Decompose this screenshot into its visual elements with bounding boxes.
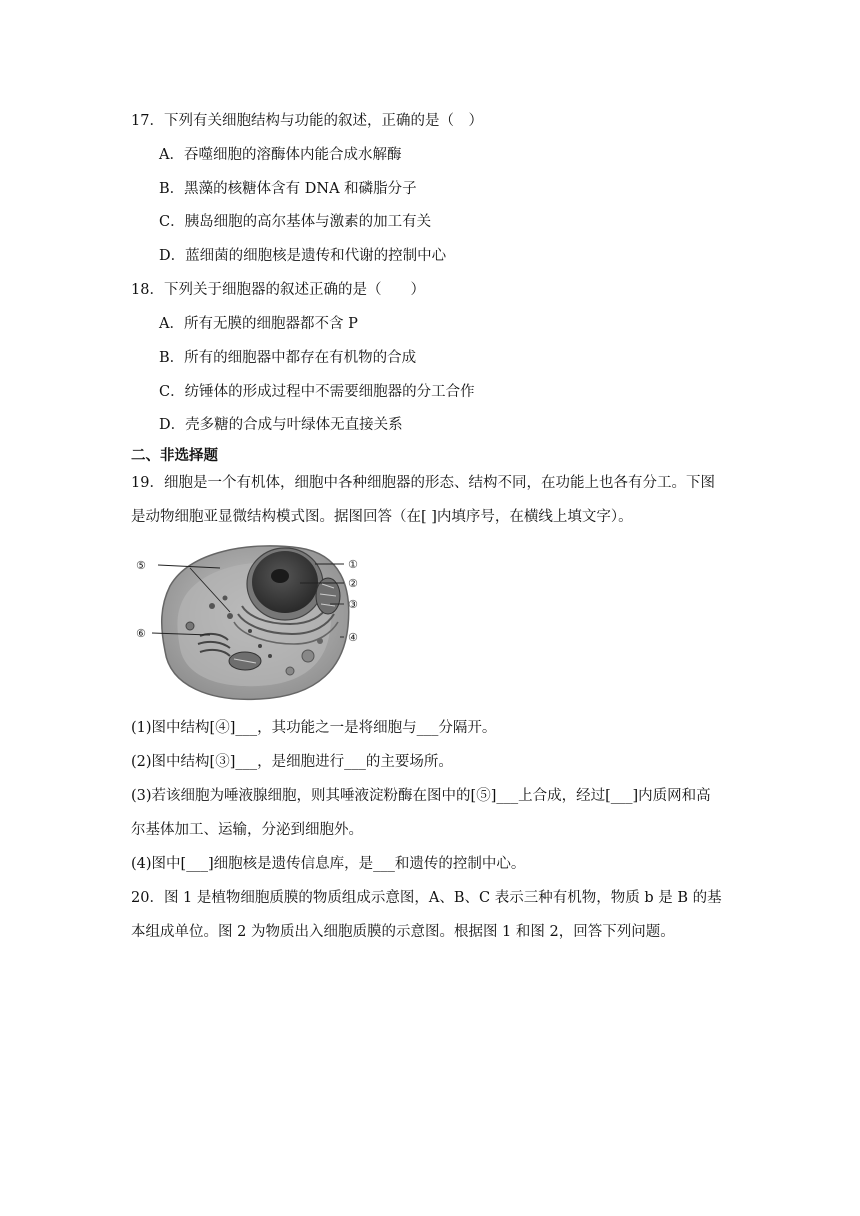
figure-label-6: ⑥ bbox=[136, 627, 146, 640]
question-17-stem: 17．下列有关细胞结构与功能的叙述，正确的是（ ） bbox=[131, 113, 483, 129]
question-20-line2: 本组成单位。图 2 为物质出入细胞质膜的示意图。根据图 1 和图 2，回答下列问题。 bbox=[131, 924, 675, 940]
q18-option-b: B．所有的细胞器中都存在有机物的合成 bbox=[159, 350, 417, 366]
q18-option-d: D．壳多糖的合成与叶绿体无直接关系 bbox=[159, 417, 403, 433]
q18-option-c: C．纺锤体的形成过程中不需要细胞器的分工合作 bbox=[159, 384, 475, 400]
q17-option-c: C．胰岛细胞的高尔基体与激素的加工有关 bbox=[159, 214, 432, 230]
q17-option-d: D．蓝细菌的细胞核是遗传和代谢的控制中心 bbox=[159, 248, 447, 264]
q17-option-a: A．吞噬细胞的溶酶体内能合成水解酶 bbox=[159, 147, 402, 163]
question-19-stem-line2: 是动物细胞亚显微结构模式图。据图回答（在[ ]内填序号，在横线上填文字）。 bbox=[131, 509, 633, 525]
figure-label-5: ⑤ bbox=[136, 559, 146, 572]
section-heading: 二、非选择题 bbox=[131, 447, 218, 464]
question-18-stem: 18．下列关于细胞器的叙述正确的是（ ） bbox=[131, 282, 425, 298]
q19-sub3-line1: (3)若该细胞为唾液腺细胞，则其唾液淀粉酶在图中的[⑤]___上合成，经过[___]内质网和高 bbox=[131, 788, 711, 804]
figure-label-4: ④ bbox=[348, 631, 358, 644]
animal-cell-diagram bbox=[130, 536, 382, 704]
q19-sub2: (2)图中结构[③]___，是细胞进行___的主要场所。 bbox=[131, 754, 453, 770]
figure-label-1: ① bbox=[348, 558, 358, 571]
q19-sub3-line2: 尔基体加工、运输，分泌到细胞外。 bbox=[131, 822, 363, 838]
figure-label-3: ③ bbox=[348, 598, 358, 611]
q17-option-b: B．黑藻的核糖体含有 DNA 和磷脂分子 bbox=[159, 181, 417, 197]
question-20-line1: 20．图 1 是植物细胞质膜的物质组成示意图，A、B、C 表示三种有机物，物质 b 是 B 的基 bbox=[131, 890, 722, 906]
q19-sub1: (1)图中结构[④]___，其功能之一是将细胞与___分隔开。 bbox=[131, 720, 497, 736]
q19-sub4: (4)图中[___]细胞核是遗传信息库，是___和遗传的控制中心。 bbox=[131, 856, 526, 872]
question-19-stem-line1: 19．细胞是一个有机体，细胞中各种细胞器的形态、结构不同，在功能上也各有分工。下图 bbox=[131, 475, 715, 491]
figure-label-2: ② bbox=[348, 577, 358, 590]
q18-option-a: A．所有无膜的细胞器都不含 P bbox=[159, 316, 358, 332]
